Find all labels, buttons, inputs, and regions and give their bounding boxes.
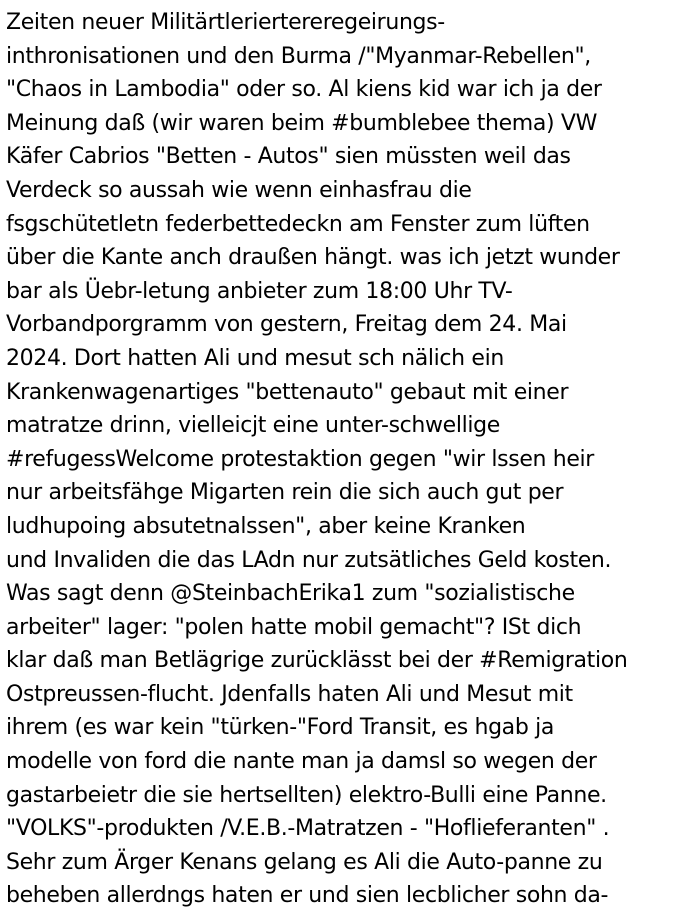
text-line-4: Meinung daß (wir waren beim #bumblebee thema) VW (6, 110, 597, 136)
text-line-6: Verdeck so aussah wie wenn einhasfrau die (6, 177, 472, 203)
text-line-13: matratze drinn, vielleicjt eine unter-schwellige (6, 413, 500, 439)
text-line-25: "VOLKS"-produkten /V.E.B.-Matratzen - "Hoflieferanten" . (6, 816, 610, 842)
text-line-3: "Chaos in Lambodia" oder so. Al kiens kid war ich ja der (6, 77, 602, 103)
text-line-15: nur arbeitsfähge Migarten rein die sich auch gut per (6, 480, 564, 506)
text-line-18: Was sagt denn @SteinbachErika1 zum "sozialistische (6, 581, 575, 607)
text-line-26: Sehr zum Ärger Kenans gelang es Ali die Auto-panne zu (6, 849, 603, 875)
text-line-23: modelle von ford die nante man ja damsl so wegen der (6, 749, 597, 775)
text-line-22: ihrem (es war kein "türken-"Ford Transit, es hgab ja (6, 715, 554, 741)
text-line-14: #refugessWelcome protestaktion gegen "wir lssen heir (6, 446, 595, 472)
text-line-16: ludhupoing absutetnalssen", aber keine Kranken (6, 513, 526, 539)
text-line-20: klar daß man Betlägrige zurücklässt bei der #Remigration (6, 648, 628, 674)
text-line-5: Käfer Cabrios "Betten - Autos" sien müssten weil das (6, 144, 571, 170)
text-line-12: Krankenwagenartiges "bettenauto" gebaut mit einer (6, 379, 569, 405)
text-line-9: bar als Üebr-letung anbieter zum 18:00 Uhr TV- (6, 278, 513, 304)
body-text (6, 6, 682, 913)
text-line-27: beheben allerdngs haten er und sien lecblicher sohn da- (6, 883, 609, 909)
text-line-21: Ostpreussen-flucht. Jdenfalls haten Ali und Mesut mit (6, 681, 573, 707)
text-line-19: arbeiter" lager: "polen hatte mobil gemacht"? ISt dich (6, 614, 582, 640)
text-line-1: Zeiten neuer Militärtleriertereregeirungs- (6, 10, 445, 35)
text-line-24: gastarbeietr die sie hertsellten) elektro-Bulli eine Panne. (6, 782, 607, 808)
text-line-17: und Invaliden die das LAdn nur zutsätliches Geld kosten. (6, 547, 612, 573)
text-line-7: fsgschütetletn federbettedeckn am Fenster zum lüften (6, 211, 590, 237)
text-line-11: 2024. Dort hatten Ali und mesut sch nälich ein (6, 345, 504, 371)
text-line-10: Vorbandporgramm von gestern, Freitag dem 24. Mai (6, 312, 567, 338)
text-line-8: über die Kante anch draußen hängt. was ich jetzt wunder (6, 245, 620, 271)
text-line-2: inthronisationen und den Burma /"Myanmar-Rebellen", (6, 43, 591, 69)
